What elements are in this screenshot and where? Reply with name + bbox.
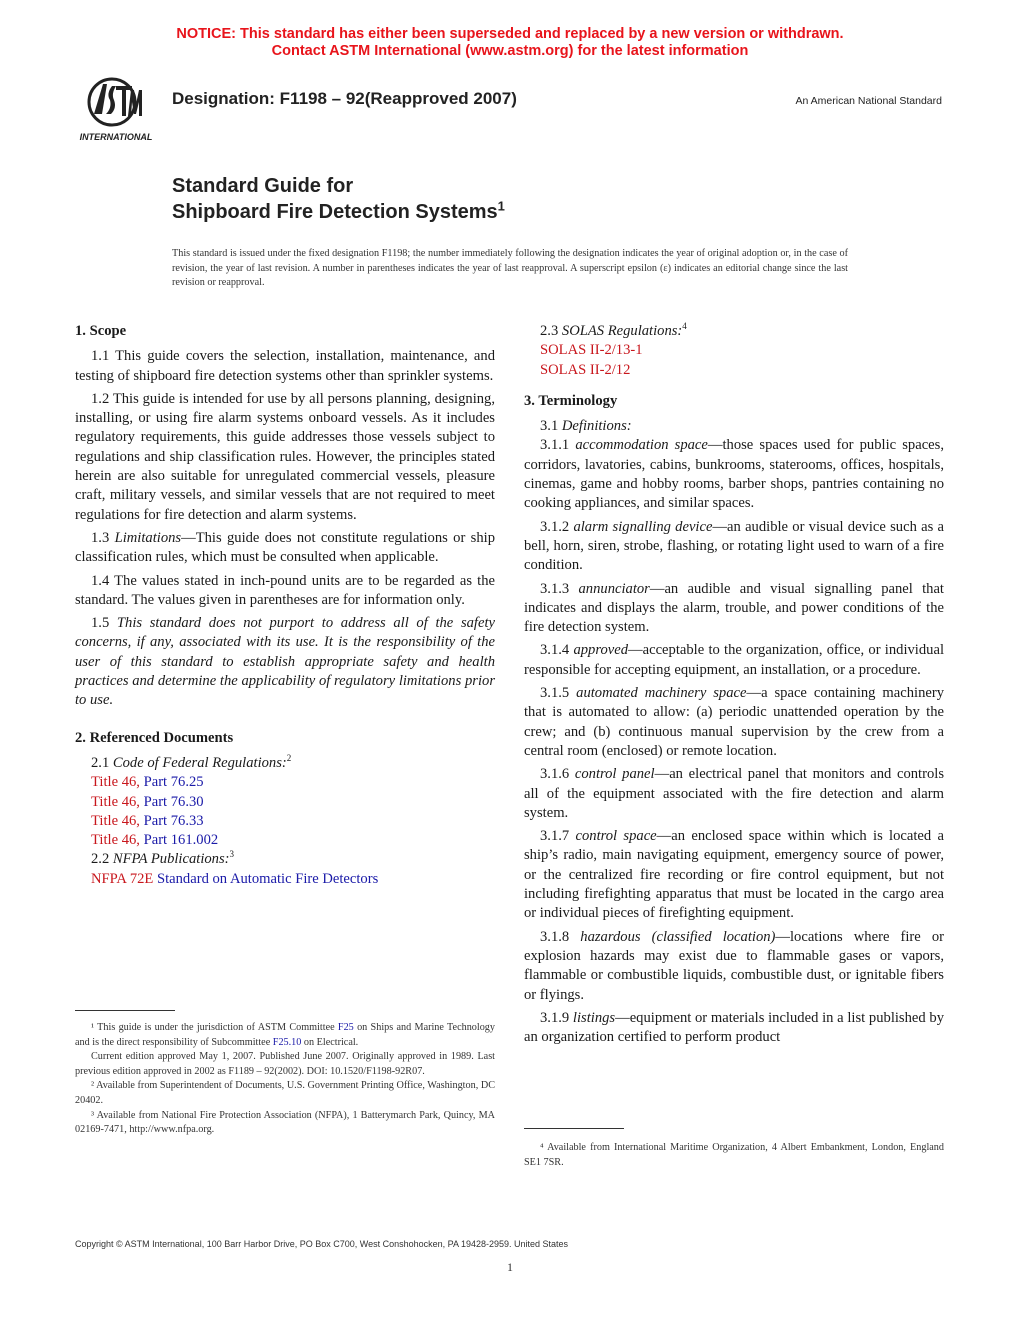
footnote-4: ⁴ Available from International Maritime Organization, 4 Albert Embankment, London, England SE1 7SR. xyxy=(524,1142,944,1168)
para-1-1: 1.1 This guide covers the selection, installation, maintenance, and testing of shipboard fire detection systems other than sprinkler systems. xyxy=(75,348,495,384)
cfr-link-2[interactable]: Title 46, Part 76.30 xyxy=(91,793,204,810)
referenced-documents-heading: 2. Referenced Documents xyxy=(75,729,234,746)
definition-3-1-4: 3.1.4 approved—acceptable to the organization, office, or individual responsible for accepting equipment, an installation, or a procedure. xyxy=(524,642,944,678)
para-1-5: 1.5 This standard does not purport to address all of the safety concerns, if any, associated with its use. It is the responsibility of the user of this standard to establish appropriate safety and health practices and determine the applicability of regulatory limitations prior to use. xyxy=(75,615,495,709)
title-line-2: Shipboard Fire Detection Systems$^1$ xyxy=(172,198,505,223)
issued-note: This standard is issued under the fixed designation F1198; the number immediately following the designation indicates the year of original adoption or, in the case of revision, the year of last revision. A number in parentheses indicates the year of last reapproval. A superscript epsilon (ε) indicates an editorial change since the last revision or reapproval. xyxy=(172,248,848,288)
footnote-1: ¹ This guide is under the jurisdiction of ASTM Committee F25 on Ships and Marine Technology and is the direct responsibility of Subcommittee F25.10 on Electrical. xyxy=(75,1022,495,1048)
footnote-3: ³ Available from National Fire Protection Association (NFPA), 1 Batterymarch Park, Quincy, MA 02169-7471, http://www.nfpa.org. xyxy=(75,1109,495,1136)
para-2-3: 2.3 SOLAS Regulations:$^4$ xyxy=(540,321,687,339)
national-standard-label: An American National Standard xyxy=(795,95,942,107)
nfpa-link[interactable]: NFPA 72E Standard on Automatic Fire Detectors xyxy=(91,870,379,887)
scope-heading: 1. Scope xyxy=(75,323,127,339)
footnotes-left xyxy=(75,1021,495,1138)
astm-logo-icon xyxy=(72,74,160,146)
page-number: 1 xyxy=(507,1260,513,1274)
withdrawn-notice xyxy=(0,26,1020,60)
logo-text: INTERNATIONAL xyxy=(79,132,153,142)
right-column xyxy=(524,322,944,1051)
cfr-link-1[interactable]: Title 46, Part 76.25 xyxy=(91,774,204,791)
footnote-1-edition: Current edition approved May 1, 2007. Published June 2007. Originally approved in 1989. Last previous edition approved in 2002 as F1189 – 92(2002). DOI: 10.1520/F1198-92R07. xyxy=(75,1051,495,1077)
copyright: Copyright © ASTM International, 100 Barr Harbor Drive, PO Box C700, West Conshohocken, PA 19428-2959. United States xyxy=(75,1239,569,1249)
footnotes-right xyxy=(524,1141,944,1170)
para-1-4: 1.4 The values stated in inch-pound units are to be regarded as the standard. The values given in parentheses are for information only. xyxy=(75,572,495,608)
definition-3-1-5: 3.1.5 automated machinery space—a space containing machinery that is automated to allow: (a) periodic unattended operation by the crew; and (b) continuous manual supervision by the crew from a central room (enclosed) or remote location. xyxy=(524,685,944,759)
definition-3-1-2: 3.1.2 alarm signalling device—an audible or visual device such as a bell, horn, siren, strobe, flashing, or rotating light used to warn of a fire condition. xyxy=(524,518,944,574)
notice-line-1: NOTICE: This standard has either been superseded and replaced by a new version or withdrawn. xyxy=(176,26,844,42)
para-3-1: 3.1 Definitions: xyxy=(540,418,632,435)
para-1-3: 1.3 Limitations—This guide does not constitute regulations or ship classification rules, which must be consulted when applicable. xyxy=(75,529,495,566)
solas-link-1[interactable]: SOLAS II-2/13-1 xyxy=(540,342,643,359)
definition-3-1-7: 3.1.7 control space—an enclosed space within which is located a ship’s radio, main navigating equipment, emergency source of power, or the centralized fire recording or fire control equipment, but not including firefighting apparatus that must be located in the cargo area or individual pieces of firefighting equipment. xyxy=(524,828,944,922)
para-2-1: 2.1 Code of Federal Regulations:$^2$ xyxy=(91,753,292,771)
definition-3-1-8: 3.1.8 hazardous (classified location)—locations where fire or explosion hazards may exist due to flammable gases or vapors, flammable or combustible liquids, combustible dust, or ignitable fibers or flyings. xyxy=(524,928,944,1003)
designation: Designation: F1198 – 92(Reapproved 2007) xyxy=(172,89,517,108)
footnote-link-f25-10[interactable]: F25.10 xyxy=(272,1036,302,1048)
para-1-2: 1.2 This guide is intended for use by all persons planning, designing, installing, or using fire alarm systems onboard vessels. As it includes regulatory requirements, this guide addresses those vessels subject to regulations and ship classification rules. However, the principles stated herein are also suitable for unregulated commercial vessels, pleasure craft, military vessels, and similar vessels that are not required to meet regulations for fire detection and alarm systems. xyxy=(75,390,495,523)
page-title xyxy=(172,173,505,225)
footnote-divider-left xyxy=(75,1010,175,1011)
definition-3-1-3: 3.1.3 annunciator—an audible and visual signalling panel that indicates and displays the alarm, trouble, and power conditions of the fire detection system. xyxy=(524,580,944,636)
solas-link-2[interactable]: SOLAS II-2/12 xyxy=(540,361,631,378)
left-column xyxy=(75,322,495,889)
title-footnote-ref[interactable]: 1 xyxy=(497,198,505,214)
footnote-link-f25[interactable]: F25 xyxy=(337,1022,354,1033)
cfr-link-3[interactable]: Title 46, Part 76.33 xyxy=(91,812,204,829)
definition-3-1-6: 3.1.6 control panel—an electrical panel that monitors and controls all of the equipment associated with the fire detection and alarm system. xyxy=(524,766,944,821)
title-line-1: Standard Guide for xyxy=(172,175,354,197)
cfr-link-4[interactable]: Title 46, Part 161.002 xyxy=(91,832,219,849)
footnote-divider-right xyxy=(524,1128,624,1129)
notice-line-2: Contact ASTM International (www.astm.org) for the latest information xyxy=(271,43,749,59)
para-2-2: 2.2 NFPA Publications:$^3$ xyxy=(91,849,235,868)
footnote-2: ² Available from Superintendent of Documents, U.S. Government Printing Office, Washington, DC 20402. xyxy=(75,1080,495,1106)
terminology-heading: 3. Terminology xyxy=(524,392,618,409)
definition-3-1-9: 3.1.9 listings—equipment or materials included in a list published by an organization certified to perform product xyxy=(524,1009,945,1046)
definition-3-1-1: 3.1.1 accommodation space—those spaces used for public spaces, corridors, lavatories, cabins, bunkrooms, staterooms, offices, hospitals, cinemas, game and hobby rooms, barber shops, pantries containing no cooking appliances, and similar spaces. xyxy=(524,437,944,512)
